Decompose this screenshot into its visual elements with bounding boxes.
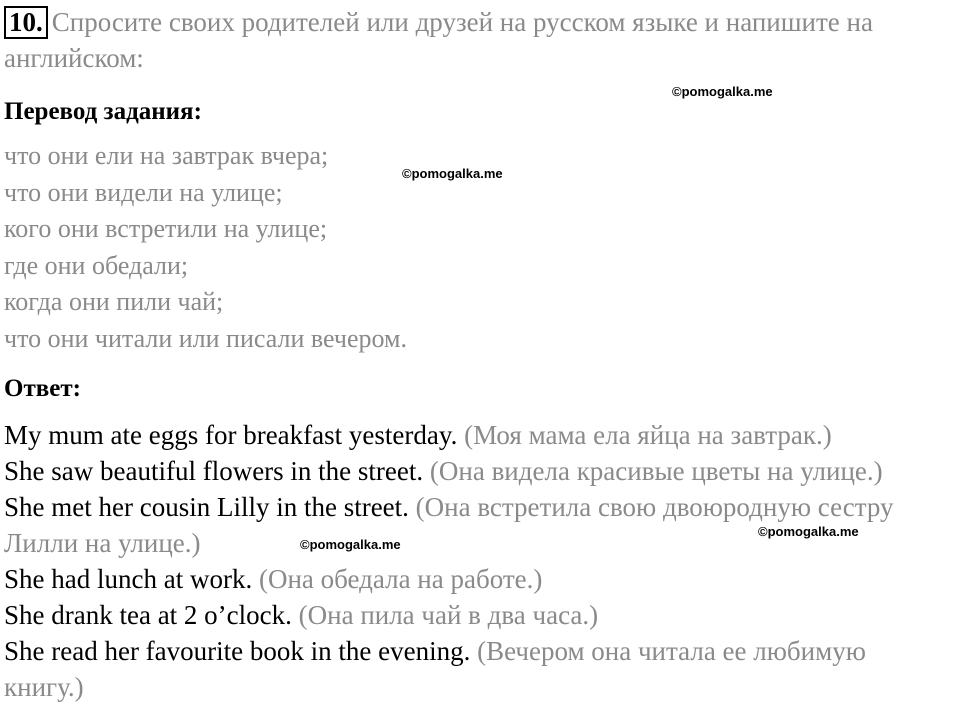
answer-english: She saw beautiful flowers in the street. bbox=[4, 456, 424, 486]
answer-list bbox=[4, 417, 956, 705]
task-instruction bbox=[4, 4, 956, 40]
answer-english: She drank tea at 2 o’clock. bbox=[4, 600, 292, 630]
answer-english: She read her favourite book in the evening. bbox=[4, 636, 471, 666]
answer-heading: Ответ: bbox=[4, 375, 81, 402]
answer-item bbox=[4, 417, 956, 453]
answer-russian: (Вечером она читала ее любимую bbox=[477, 636, 866, 666]
translation-heading: Перевод задания: bbox=[4, 98, 202, 125]
watermark-1: ©pomogalka.me bbox=[672, 84, 773, 99]
answer-item bbox=[4, 489, 956, 525]
translation-item: кого они встретили на улице; bbox=[4, 214, 328, 243]
translation-item: что они читали или писали вечером. bbox=[4, 323, 407, 353]
instruction-line-1: Спросите своих родителей или друзей на русском языке и напишите на bbox=[51, 7, 873, 37]
translation-item: где они обедали; bbox=[4, 250, 189, 280]
answer-russian: (Моя мама ела яйца на завтрак.) bbox=[464, 420, 832, 450]
answer-russian: (Она встретила свою двоюродную сестру bbox=[415, 492, 894, 522]
document-page bbox=[4, 4, 956, 705]
answer-item bbox=[4, 453, 956, 489]
answer-item bbox=[4, 561, 956, 597]
translation-item: когда они пили чай; bbox=[4, 287, 224, 316]
answer-russian: (Она обедала на работе.) bbox=[258, 564, 543, 594]
answer-russian-continued: Лилли на улице.) bbox=[4, 528, 201, 558]
translation-item: что они ели на завтрак вчера; bbox=[4, 141, 329, 170]
translation-item: что они видели на улице; bbox=[4, 177, 283, 207]
watermark-3: ©pomogalka.me bbox=[758, 524, 859, 539]
task-number-box: 10. bbox=[4, 6, 48, 39]
answer-russian: (Она видела красивые цветы на улице.) bbox=[429, 456, 883, 486]
answer-russian-continued: книгу.) bbox=[4, 672, 84, 702]
answer-russian: (Она пила чай в два часа.) bbox=[298, 600, 599, 630]
answer-english: My mum ate eggs for breakfast yesterday. bbox=[4, 420, 458, 450]
answer-item bbox=[4, 597, 956, 633]
instruction-line-2: английском: bbox=[4, 43, 144, 73]
answer-english: She had lunch at work. bbox=[4, 564, 253, 594]
answer-item bbox=[4, 633, 956, 669]
watermark-4: ©pomogalka.me bbox=[300, 537, 401, 552]
watermark-2: ©pomogalka.me bbox=[402, 166, 503, 181]
answer-english: She met her cousin Lilly in the street. bbox=[4, 492, 409, 522]
